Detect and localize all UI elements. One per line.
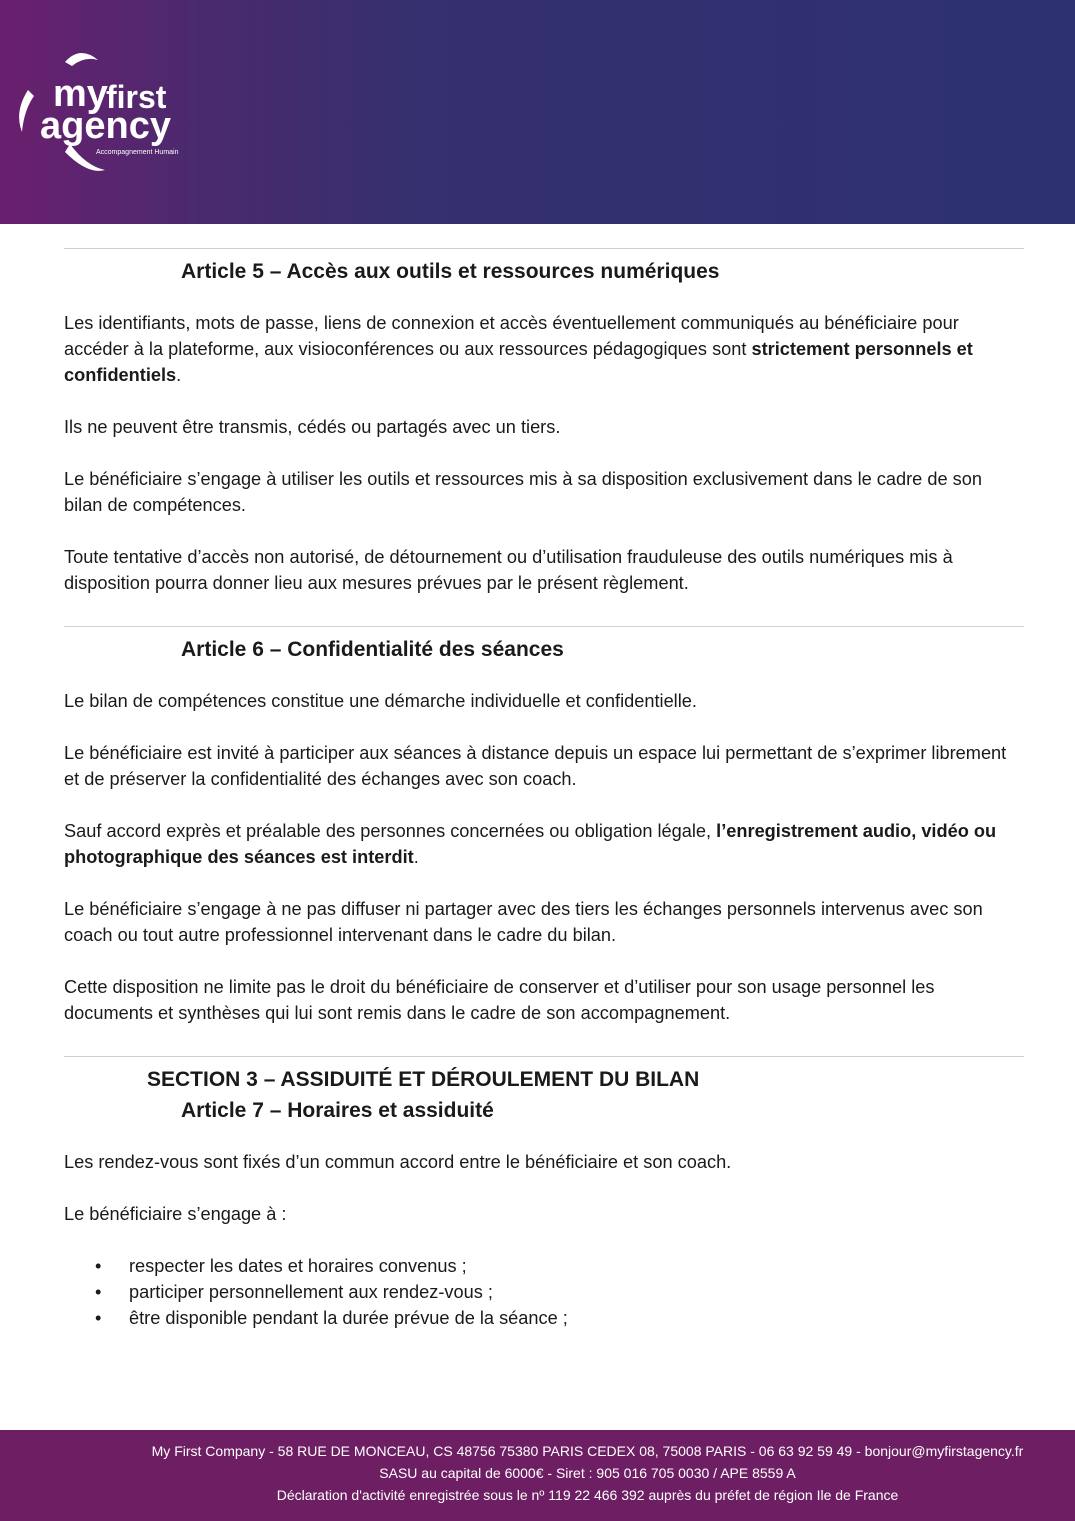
paragraph-text: Sauf accord exprès et préalable des personnes concernées ou obligation légale,: [64, 821, 717, 841]
article-5-title: Article 5 – Accès aux outils et ressources numériques: [181, 260, 720, 283]
footer-declaration-line: Déclaration d'activité enregistrée sous le nº 119 22 466 392 auprès du préfet de région Ile de France: [276, 1487, 899, 1503]
logo-text-first: first: [106, 79, 167, 115]
page-footer: [0, 1430, 1075, 1521]
document-body: [64, 240, 1024, 1331]
logo-text-agency: agency: [40, 105, 171, 147]
list-item-text: être disponible pendant la durée prévue de la séance ;: [129, 1308, 568, 1328]
paragraph-end: .: [176, 365, 182, 385]
bullet-icon: •: [95, 1308, 102, 1328]
article-5-paragraph-3: Le bénéficiaire s’engage à utiliser les outils et ressources mis à sa disposition exclusivement dans le cadre de son bilan de compétences.: [64, 469, 982, 515]
list-item: [95, 1279, 1024, 1305]
obligations-list: [95, 1253, 1024, 1331]
list-item: [95, 1253, 1024, 1279]
article-6-paragraph-3: [64, 818, 1024, 870]
article-5-paragraph-1: [64, 310, 1024, 388]
footer-capital-line: SASU au capital de 6000€ - Siret : 905 016 705 0030 / APE 8559 A: [379, 1465, 796, 1481]
divider: [64, 1056, 1024, 1057]
divider: [64, 248, 1024, 249]
paragraph-end: .: [413, 847, 419, 867]
bold-text: l’enregistrement audio, vidéo ou photographique des séances est interdit: [64, 821, 997, 867]
article-6-paragraph-2: Le bénéficiaire est invité à participer aux séances à distance depuis un espace lui permettant de s’exprimer librement et de préserver la confidentialité des échanges avec son coach.: [64, 743, 1007, 789]
article-5-paragraph-4: Toute tentative d’accès non autorisé, de détournement ou d’utilisation frauduleuse des outils numériques mis à disposition pourra donner lieu aux mesures prévues par le présent règlement.: [64, 547, 953, 593]
article-5-paragraph-2: Ils ne peuvent être transmis, cédés ou partagés avec un tiers.: [64, 417, 561, 437]
logo-text-my: my: [53, 73, 108, 115]
article-7-paragraph-1: Les rendez-vous sont fixés d’un commun accord entre le bénéficiaire et son coach.: [64, 1152, 732, 1172]
list-item: [95, 1305, 1024, 1331]
article-7-paragraph-2: Le bénéficiaire s’engage à :: [64, 1204, 287, 1224]
logo-swoosh-top: [65, 53, 98, 66]
list-item-text: participer personnellement aux rendez-vous ;: [129, 1282, 493, 1302]
divider: [64, 626, 1024, 627]
article-6-paragraph-5: Cette disposition ne limite pas le droit du bénéficiaire de conserver et d’utiliser pour son usage personnel les documents et synthèses qui lui sont remis dans le cadre de son accompagnement.: [64, 977, 935, 1023]
section-3-title: SECTION 3 – ASSIDUITÉ ET DÉROULEMENT DU BILAN: [147, 1068, 700, 1091]
company-logo: [10, 40, 240, 190]
footer-address-line: My First Company - 58 RUE DE MONCEAU, CS 48756 75380 PARIS CEDEX 08, 75008 PARIS - 06 63 92 59 49 - bonjour@myfirstagency.fr: [151, 1443, 1024, 1459]
page-header: [0, 0, 1075, 224]
logo-tagline: Accompagnement Humain: [96, 149, 179, 156]
article-6-paragraph-4: Le bénéficiaire s’engage à ne pas diffuser ni partager avec des tiers les échanges personnels intervenus avec son coach ou tout autre professionnel intervenant dans le cadre du bilan.: [64, 899, 983, 945]
bullet-icon: •: [95, 1282, 102, 1302]
bullet-icon: •: [95, 1256, 102, 1276]
paragraph-text: Les identifiants, mots de passe, liens de connexion et accès éventuellement communiqués au bénéficiaire pour accéder à la plateforme, aux visioconférences ou aux ressources pédagogiques sont: [64, 313, 959, 359]
article-6-paragraph-1: Le bilan de compétences constitue une démarche individuelle et confidentielle.: [64, 691, 697, 711]
article-6-title: Article 6 – Confidentialité des séances: [181, 638, 564, 661]
list-item-text: respecter les dates et horaires convenus ;: [129, 1256, 467, 1276]
article-7-title: Article 7 – Horaires et assiduité: [181, 1099, 494, 1122]
bold-text: strictement personnels et confidentiels: [64, 339, 973, 385]
logo-swoosh-left: [19, 90, 34, 132]
